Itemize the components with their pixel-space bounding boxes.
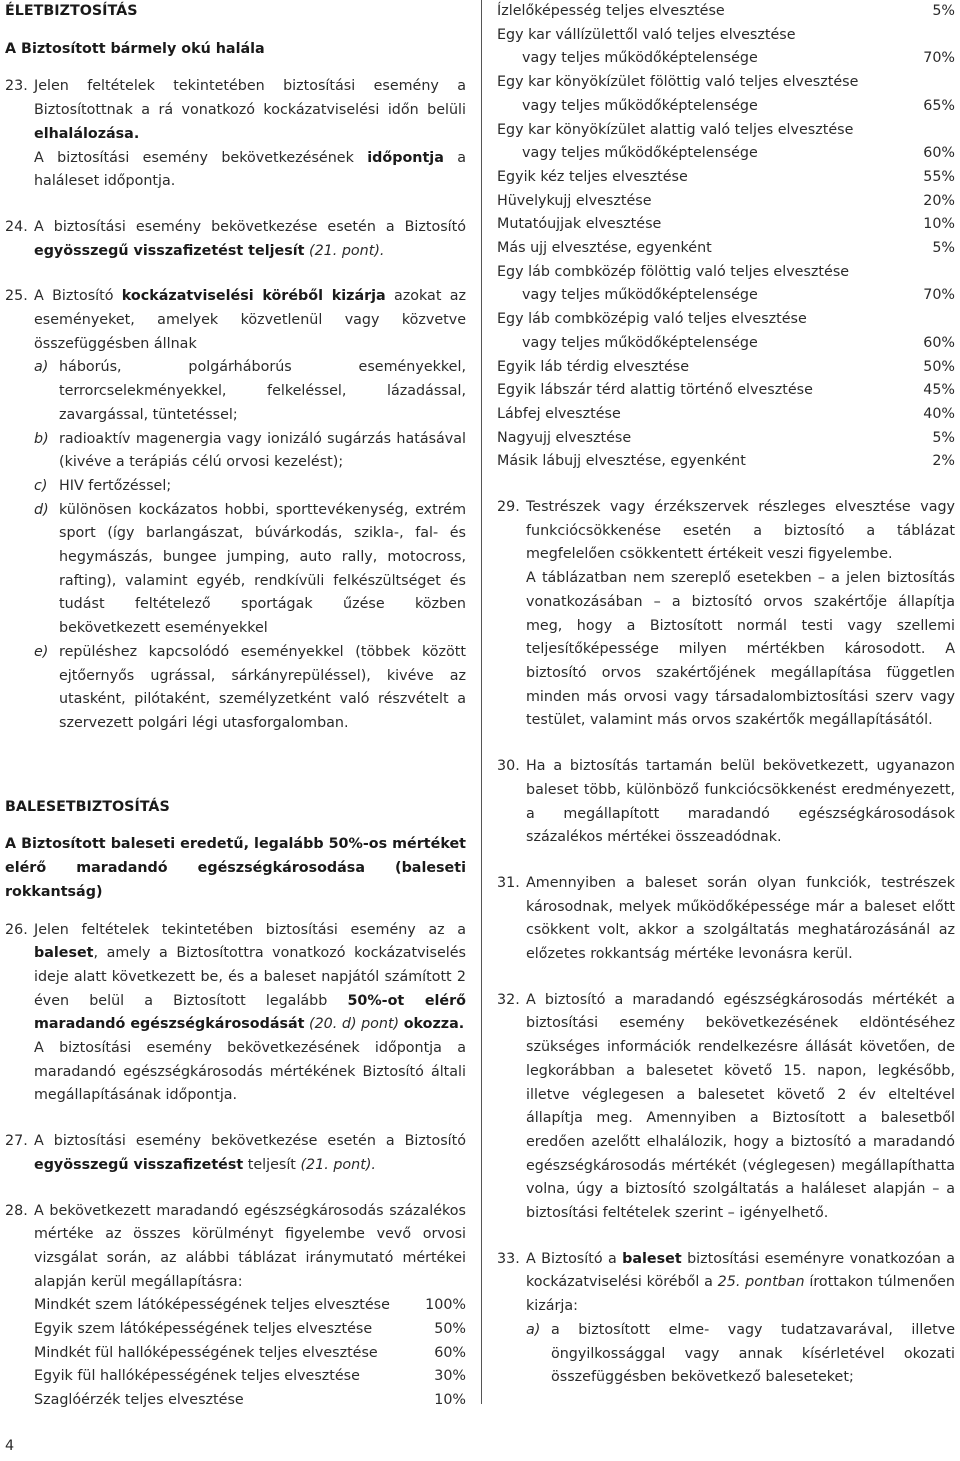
list-letter: c) <box>34 477 48 494</box>
clause-text: azokat az eseményeket, amelyek közvetlenül vagy közvetve összefüggésben állnak <box>34 288 466 352</box>
table-row <box>497 450 955 474</box>
table-row <box>497 142 955 166</box>
table-row <box>497 284 955 308</box>
clause-28 <box>5 1200 466 1413</box>
clause-text: Jelen feltételek tekintetében biztosítási esemény az a <box>34 921 466 938</box>
list-text: radioaktív magenergia vagy ionizáló sugárzás hatásával (kivéve a terápiás célú orvosi kezelést); <box>59 430 466 471</box>
clause-bold: kockázatviselési köréből kizárja <box>121 288 386 305</box>
list-text: háborús, polgárháborús eseményekkel, terrorcselekményekkel, felkeléssel, lázadással, zavargással, tüntetéssel; <box>59 359 466 423</box>
clause-number: 25. <box>5 288 28 305</box>
table-value: 5% <box>932 429 955 446</box>
list-letter: d) <box>34 501 49 518</box>
table-row <box>497 95 955 119</box>
section-subtitle-death: A Biztosított bármely okú halála <box>5 40 265 57</box>
clause-31 <box>497 872 955 967</box>
table-label: Mindkét fül hallóképességének teljes elvesztése <box>34 1344 378 1361</box>
table-label: vagy teljes működőképtelensége <box>522 287 758 304</box>
table-value: 100% <box>425 1297 466 1314</box>
clause-number: 33. <box>497 1250 520 1267</box>
table-label: Mutatóujjak elvesztése <box>497 216 662 233</box>
disability-table-right <box>497 0 955 474</box>
table-label: vagy teljes működőképtelensége <box>522 97 758 114</box>
table-row <box>497 166 955 190</box>
clause-text: Amennyiben a baleset során olyan funkciók, testrészek károsodnak, melyek működőképessége már a baleset előtt csökkent volt, akkor a szolgáltatás meghatározásánál az előzetes rokkantság mértéke levonásra kerül. <box>526 874 955 963</box>
clause-bold: baleset <box>622 1250 682 1267</box>
table-value: 70% <box>923 50 955 67</box>
table-value: 5% <box>932 3 955 19</box>
table-label: vagy teljes működőképtelensége <box>522 145 758 162</box>
clause-number: 24. <box>5 218 28 235</box>
clause-text: A biztosítási esemény bekövetkezésének <box>34 149 368 166</box>
exclusion-e <box>34 641 466 736</box>
clause-text: Testrészek vagy érzékszervek részleges elvesztése vagy funkciócsökkenése esetén a biztosító a táblázat megfelelően csökkentett értékeit veszi figyelembe. <box>526 499 955 563</box>
table-row <box>497 427 955 451</box>
table-label: Más ujj elvesztése, egyenként <box>497 240 712 257</box>
table-row <box>34 1342 466 1366</box>
clause-23 <box>5 75 466 194</box>
clause-text: A Biztosító <box>34 288 122 305</box>
clause-text: , amely a Biztosítottra vonatkozó kockázatviselés ideje alatt következett be, és a baleset napjától számított 2 éven belül a Biztosított legalább <box>34 945 466 1009</box>
section-title-accident: BALESETBIZTOSÍTÁS <box>5 798 170 815</box>
clause-text: A Biztosító a <box>526 1250 623 1267</box>
clause-number: 23. <box>5 78 28 95</box>
left-column <box>5 0 466 1413</box>
clause-text: A biztosítási esemény bekövetkezésének időpontja a maradandó egészségkárosodás mértékének Biztosító általi megállapításának időpontja. <box>34 1040 466 1104</box>
table-value: 70% <box>923 287 955 304</box>
clause-text: biztosítási eseményre vonatkozóan a kockázatviselési köréből a <box>526 1250 955 1291</box>
clause-number: 27. <box>5 1133 28 1150</box>
table-label: Egyik fül hallóképességének teljes elvesztése <box>34 1368 360 1385</box>
table-label: Lábfej elvesztése <box>497 405 621 422</box>
clause-number: 31. <box>497 874 520 891</box>
clause-24 <box>5 216 466 263</box>
page-number: 4 <box>5 1438 15 1454</box>
table-value: 40% <box>923 405 955 422</box>
list-letter: b) <box>34 430 49 447</box>
list-text: különösen kockázatos hobbi, sporttevékenység, extrém sport (így barlangászat, búvárkodás, szikla-, fal- és hegymászás, bungee jumping, auto rally, motocross, rafting), valamint egyéb, rendkívüli felkészültséget és tudást feltételező sportágak űzése közben bekövetkezett eseményekkel <box>59 501 466 637</box>
right-column <box>497 0 955 1390</box>
clause-number: 26. <box>5 921 28 938</box>
table-label: Szaglóérzék teljes elvesztése <box>34 1392 244 1409</box>
table-label: vagy teljes működőképtelensége <box>522 334 758 351</box>
table-row <box>497 0 955 24</box>
table-value: 55% <box>923 168 955 185</box>
table-value: 10% <box>923 216 955 233</box>
table-label: Nagyujj elvesztése <box>497 429 632 446</box>
clause-text: írottakon túlmenően kizárja: <box>526 1274 955 1315</box>
table-label: Hüvelykujj elvesztése <box>497 192 652 209</box>
clause-text: a haláleset időpontja. <box>34 149 466 190</box>
clause-number: 30. <box>497 758 520 775</box>
table-label: Egyik kéz teljes elvesztése <box>497 168 688 185</box>
table-value: 50% <box>434 1321 466 1338</box>
table-label: vagy teljes működőképtelensége <box>522 50 758 67</box>
clause-number: 28. <box>5 1202 28 1219</box>
table-label: Egyik szem látóképességének teljes elvesztése <box>34 1321 373 1338</box>
table-row <box>34 1365 466 1389</box>
clause-27 <box>5 1130 466 1177</box>
table-row-label: Egy láb combközép fölöttig való teljes elvesztése <box>497 263 850 280</box>
section-title-life: ÉLETBIZTOSÍTÁS <box>5 3 138 19</box>
list-letter: a) <box>526 1321 541 1338</box>
table-row <box>34 1318 466 1342</box>
table-value: 10% <box>434 1392 466 1409</box>
clause-32 <box>497 989 955 1226</box>
table-row <box>497 213 955 237</box>
table-value: 60% <box>434 1344 466 1361</box>
clause-italic: (21. pont). <box>304 242 385 259</box>
table-label: Egyik lábszár térd alattig történő elvesztése <box>497 382 813 399</box>
table-label: Ízlelőképesség teljes elvesztése <box>497 3 725 19</box>
clause-bold: időpontja <box>367 149 444 166</box>
clause-bold: baleset <box>34 945 94 962</box>
clause-number: 32. <box>497 991 520 1008</box>
table-row <box>497 403 955 427</box>
clause-text: A bekövetkezett maradandó egészségkárosodás százalékos mértéke az összes körülményt figyelembe vevő orvosi vizsgálat során, az alábbi táblázat iránymutató mértékei alapján kerül megállapításra: <box>34 1202 466 1290</box>
table-value: 5% <box>932 240 955 257</box>
table-label: Mindkét szem látóképességének teljes elvesztése <box>34 1297 390 1314</box>
table-label: Egyik láb térdig elvesztése <box>497 358 690 375</box>
clause-text: A biztosítási esemény bekövetkezése esetén a Biztosító <box>34 1133 466 1150</box>
table-row <box>497 237 955 261</box>
table-row-label: Egy kar könyökízület alattig való teljes elvesztése <box>497 121 854 138</box>
table-row <box>497 190 955 214</box>
table-value: 45% <box>923 382 955 399</box>
table-row <box>497 356 955 380</box>
exclusion-c <box>34 475 466 499</box>
disability-table-left <box>34 1294 466 1413</box>
clause-text: A biztosító a maradandó egészségkárosodás mértékét a biztosítási esemény bekövetkezésének eldöntéséhez szükséges információk rendelkezésre állását követően, de legkorábban a balesetet követő 15. napon, legkésőbb, illetve véglegesen a balesetet követő 2 év elteltével állapítja meg. Amennyiben a Biztosított a balesetből eredően azelőtt elhalálozik, hogy a biztosító a maradandó egészségkárosodás mértékét (véglegesen) megállapíthatta volna, úgy a biztosító szolgáltatás a haláleset alapján – a biztosítási feltételek szerint – igényelhető. <box>526 991 955 1222</box>
clause-text: A biztosítási esemény bekövetkezése esetén a Biztosító <box>34 218 466 235</box>
table-row <box>497 332 955 356</box>
table-value: 2% <box>932 453 955 470</box>
list-letter: e) <box>34 643 49 660</box>
table-row-label: Egy kar vállízülettől való teljes elvesztése <box>497 26 796 43</box>
table-row <box>497 379 955 403</box>
table-row <box>497 47 955 71</box>
clause-text: teljesít <box>243 1156 301 1173</box>
column-divider <box>481 0 482 1404</box>
table-label: Másik lábujj elvesztése, egyenként <box>497 453 746 470</box>
exclusion-a <box>526 1319 955 1390</box>
clause-text: A táblázatban nem szereplő esetekben – a jelen biztosítás vonatkozásában – a biztosító orvos szakértője állapítja meg, hogy a Biztosított normál testi vagy szellemi teljesítőképessége milyen mértékben károsodott. A biztosító orvos szakértőjének megállapítása független minden más orvosi vagy társadalombiztosítási szerv vagy testület, valamint más orvos szakértők megállapításától. <box>526 570 955 729</box>
table-value: 65% <box>923 97 955 114</box>
table-value: 30% <box>434 1368 466 1385</box>
clause-italic: (20. d) pont) <box>304 1016 404 1033</box>
list-text: a biztosított elme- vagy tudatzavarával, illetve öngyilkossággal vagy annak kísérletével okozati összefüggésben bekövetkező baleseteket; <box>551 1321 955 1386</box>
list-letter: a) <box>34 359 49 376</box>
list-text: HIV fertőzéssel; <box>59 477 172 494</box>
clause-25 <box>5 285 466 735</box>
clause-bold: egyösszegű visszafizetést <box>34 1156 244 1173</box>
table-row <box>34 1294 466 1318</box>
table-value: 50% <box>923 358 955 375</box>
clause-italic: 25. pontban <box>717 1274 805 1291</box>
clause-text: Jelen feltételek tekintetében biztosítási esemény a Biztosítottnak a rá vonatkozó kockázatviselési időn belüli <box>34 78 466 119</box>
table-value: 20% <box>923 192 955 209</box>
exclusion-d <box>34 499 466 641</box>
clause-bold: egyösszegű visszafizetést teljesít <box>34 242 305 259</box>
exclusion-a <box>34 356 466 427</box>
clause-bold: okozza. <box>403 1016 465 1033</box>
table-value: 60% <box>923 145 955 162</box>
list-text: repüléshez kapcsolódó eseményekkel (többek között ejtőernyős ugrással, sárkányrepüléssel), kivéve az utasként, pilótaként, személyzetként való részvételt a szervezett polgári légi utasforgalomban. <box>59 643 466 731</box>
table-value: 60% <box>923 334 955 351</box>
clause-text: Ha a biztosítás tartamán belül bekövetkezett, ugyanazon baleset több, különböző funkciócsökkenést eredményezett, a megállapított maradandó egészségkárosodások százalékos mértékei összeadódnak. <box>526 758 955 846</box>
section-subtitle-disability: A Biztosított baleseti eredetű, legalább 50%-os mértéket elérő maradandó egészségkárosodása (baleseti rokkantság) <box>5 836 466 900</box>
clause-29 <box>497 496 955 733</box>
clause-bold: 50%-ot elérő maradandó egészségkárosodását <box>34 992 466 1033</box>
clause-number: 29. <box>497 499 520 516</box>
exclusion-b <box>34 428 466 475</box>
clause-italic: (21. pont). <box>300 1156 376 1173</box>
table-row-label: Egy láb combközépig való teljes elvesztése <box>497 311 807 328</box>
clause-26 <box>5 919 466 1109</box>
table-row <box>34 1389 466 1413</box>
clause-bold: elhalálozása. <box>34 125 140 142</box>
clause-33 <box>497 1248 955 1390</box>
clause-30 <box>497 755 955 850</box>
table-row-label: Egy kar könyökízület fölöttig való teljes elvesztése <box>497 74 859 91</box>
